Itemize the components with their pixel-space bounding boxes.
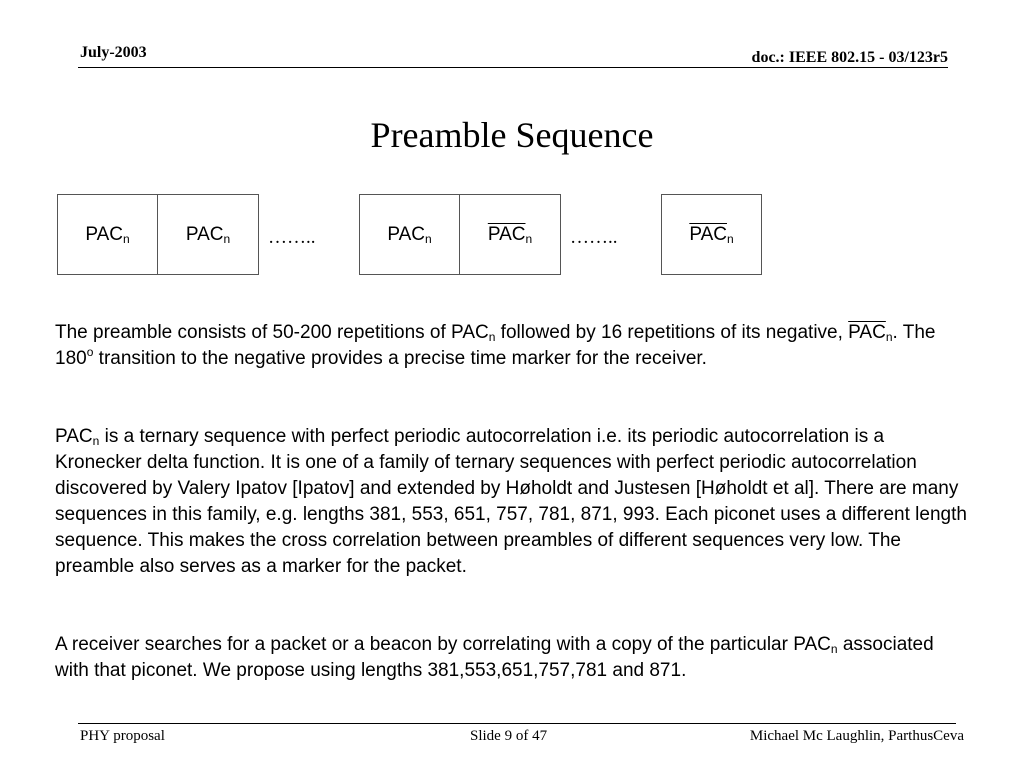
header-doc-id: doc.: IEEE 802.15 - 03/123r5	[751, 49, 948, 66]
sequence-cell-pac-2	[158, 194, 259, 275]
cell-label-negated: $\overline{PAC}_n$	[689, 223, 734, 246]
sequence-cell-pac-negated-2	[661, 194, 762, 275]
sequence-cell-pac-1	[57, 194, 158, 275]
paragraph-preamble-description: The preamble consists of 50-200 repetitions of $PAC_n$ followed by 16 repetitions of its negative, $\overline{PAC}_n$. The 180$^o$ transition to the negative provides a precise time marker for the receiver.	[55, 322, 936, 369]
sequence-ellipsis-2: ……..	[570, 227, 618, 248]
sequence-cell-pac-negated-1	[460, 194, 561, 275]
footer-author: Michael Mc Laughlin, ParthusCeva	[749, 728, 964, 744]
cell-label-negated: $\overline{PAC}_n$	[487, 223, 533, 246]
header-rule	[78, 67, 948, 68]
cell-label: $PAC_n$	[185, 223, 231, 246]
paragraph-pac-properties: $PAC_n$ is a ternary sequence with perfect periodic autocorrelation i.e. its periodic autocorrelation is a Kronecker delta function. It is one of a family of ternary sequences with perfect periodic autocorrelation discovered by Valery Ipatov [Ipatov] and extended by Høholdt and Justesen [Høholdt et al]. There are many sequences in this family, e.g. lengths 381, 553, 651, 757, 781, 871, 993. Each piconet uses a different length sequence. This makes the cross correlation between preambles of different sequences very low. The preamble also serves as a marker for the packet.	[55, 426, 967, 577]
cell-label: $PAC_n$	[387, 223, 432, 246]
slide-title: Preamble Sequence	[370, 115, 654, 155]
paragraph-receiver-search: A receiver searches for a packet or a beacon by correlating with a copy of the particular $PAC_n$ associated with that piconet. We propose using lengths 381,553,651,757,781 and 871.	[55, 634, 934, 681]
footer-left: PHY proposal	[80, 728, 165, 744]
sequence-ellipsis-1: ……..	[268, 227, 316, 248]
footer-slide-number: Slide 9 of 47	[470, 728, 548, 744]
sequence-cell-pac-3	[359, 194, 460, 275]
footer-rule	[78, 723, 956, 724]
cell-label: $PAC_n$	[85, 223, 130, 246]
header-date: July-2003	[80, 44, 147, 61]
